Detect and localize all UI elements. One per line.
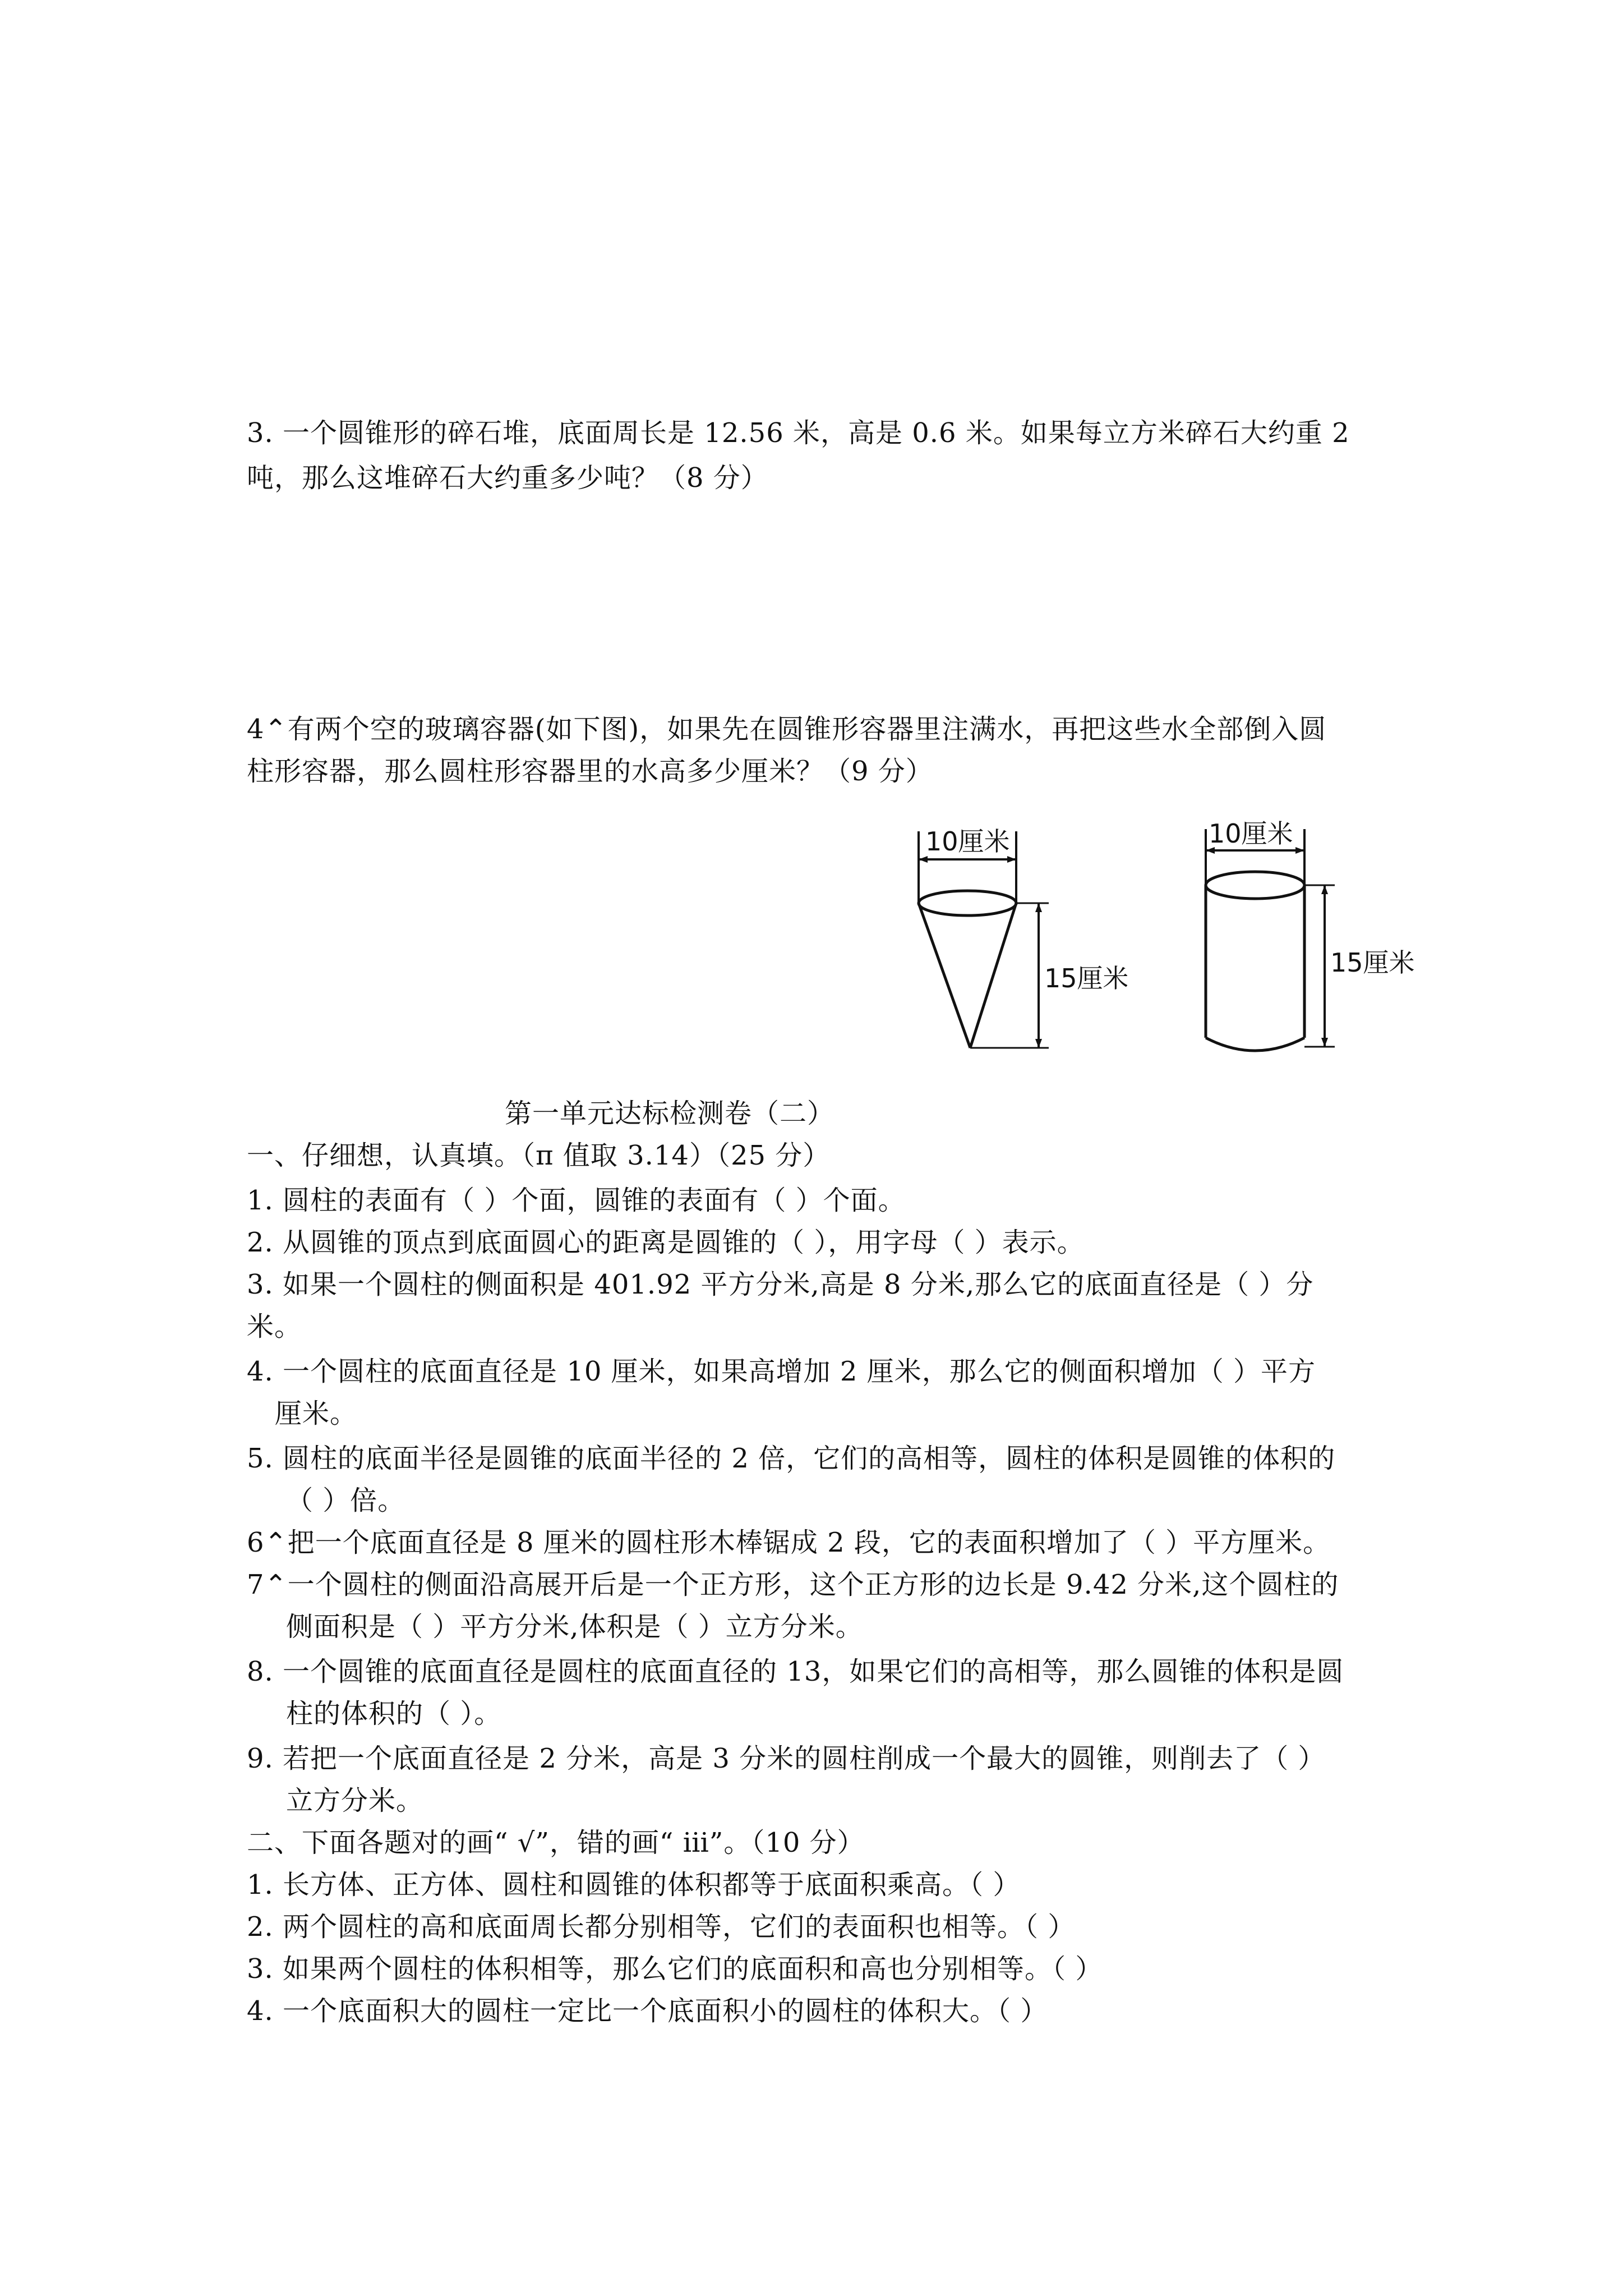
cylinder-diameter-label: 10厘米 bbox=[1209, 819, 1293, 849]
problem-4-line-1: 4⌃有两个空的玻璃容器(如下图)，如果先在圆锥形容器里注满水，再把这些水全部倒入圆 bbox=[247, 714, 1327, 745]
section-2-question-3: 3. 如果两个圆柱的体积相等，那么它们的底面积和高也分别相等。（ ） bbox=[247, 1953, 1103, 1985]
section-2-header: 二、下面各题对的画“ √”，错的画“ ⅲ”。（10 分） bbox=[247, 1827, 865, 1858]
section-2-question-1: 1. 长方体、正方体、圆柱和圆锥的体积都等于底面积乘高。（ ） bbox=[247, 1869, 1021, 1901]
section-1-question-5-line-1: 5. 圆柱的底面半径是圆锥的底面半径的 2 倍，它们的高相等，圆柱的体积是圆锥的体积的 bbox=[247, 1443, 1336, 1474]
section-1-question-9-line-1: 9. 若把一个底面直径是 2 分米，高是 3 分米的圆柱削成一个最大的圆锥，则削去了（ ） bbox=[247, 1743, 1326, 1774]
section-1-question-2: 2. 从圆锥的顶点到底面圆心的距离是圆锥的（ ），用字母（ ）表示。 bbox=[247, 1227, 1085, 1258]
cylinder-height-label: 15厘米 bbox=[1330, 947, 1415, 978]
cylinder-diagram bbox=[1183, 819, 1424, 1060]
section-1-question-6: 6⌃把一个底面直径是 8 厘米的圆柱形木棒锯成 2 段，它的表面积增加了（ ）平方厘米。 bbox=[247, 1527, 1331, 1558]
section-1-question-3-line-1: 3. 如果一个圆柱的侧面积是 401.92 平方分米,高是 8 分米,那么它的底面直径是（ ）分 bbox=[247, 1269, 1314, 1300]
cylinder-figure bbox=[1183, 819, 1424, 1060]
cone-diagram bbox=[886, 825, 1127, 1060]
problem-3-line-2: 吨，那么这堆碎石大约重多少吨？（8 分） bbox=[247, 462, 768, 494]
cone-diameter-label: 10厘米 bbox=[925, 826, 1010, 857]
section-1-header: 一、仔细想，认真填。（π 值取 3.14）（25 分） bbox=[247, 1140, 831, 1171]
section-1-question-5-line-2: （ ）倍。 bbox=[286, 1485, 405, 1516]
section-1-question-8-line-2: 柱的体积的（ ）。 bbox=[286, 1698, 502, 1729]
exam-title: 第一单元达标检测卷（二） bbox=[505, 1098, 835, 1129]
cone-figure bbox=[886, 825, 1127, 1060]
section-1-question-9-line-2: 立方分米。 bbox=[286, 1785, 424, 1816]
section-1-question-3-line-2: 米。 bbox=[247, 1311, 302, 1342]
section-1-question-7-line-2: 侧面积是（ ）平方分米,体积是（ ）立方分米。 bbox=[286, 1611, 863, 1642]
cone-height-label: 15厘米 bbox=[1044, 963, 1127, 993]
section-1-question-8-line-1: 8. 一个圆锥的底面直径是圆柱的底面直径的 13，如果它们的高相等，那么圆锥的体积是圆 bbox=[247, 1656, 1344, 1687]
section-1-question-7-line-1: 7⌃一个圆柱的侧面沿高展开后是一个正方形，这个正方形的边长是 9.42 分米,这个圆柱的 bbox=[247, 1569, 1339, 1600]
section-1-question-1: 1. 圆柱的表面有（ ）个面，圆锥的表面有（ ）个面。 bbox=[247, 1185, 906, 1216]
problem-3-line-1: 3. 一个圆锥形的碎石堆，底面周长是 12.56 米，高是 0.6 米。如果每立方米碎石大约重 2 bbox=[247, 417, 1350, 449]
section-1-question-4-line-2: 厘米。 bbox=[275, 1398, 358, 1429]
section-2-question-4: 4. 一个底面积大的圆柱一定比一个底面积小的圆柱的体积大。（ ） bbox=[247, 1995, 1048, 2027]
problem-4-line-2: 柱形容器，那么圆柱形容器里的水高多少厘米？（9 分） bbox=[247, 756, 933, 787]
section-1-question-4-line-1: 4. 一个圆柱的底面直径是 10 厘米，如果高增加 2 厘米，那么它的侧面积增加（ ）平方 bbox=[247, 1356, 1316, 1387]
section-2-question-2: 2. 两个圆柱的高和底面周长都分别相等，它们的表面积也相等。（ ） bbox=[247, 1911, 1076, 1943]
